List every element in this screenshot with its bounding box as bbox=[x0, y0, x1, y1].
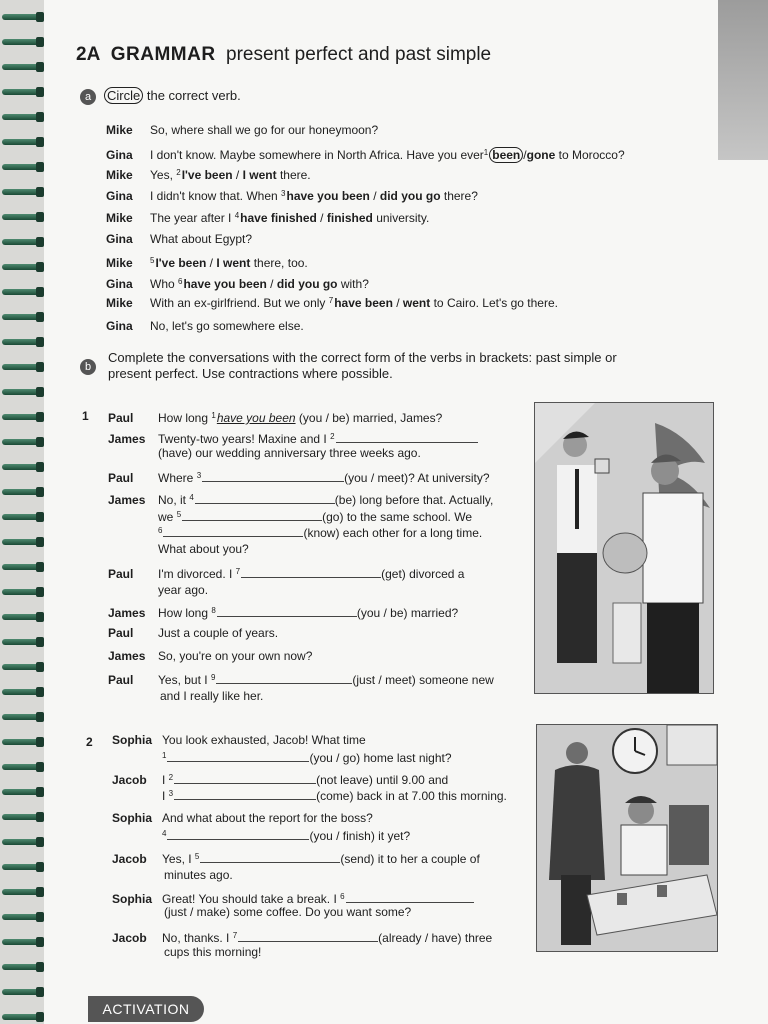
dialogue-line bbox=[106, 253, 308, 271]
spiral-ring bbox=[2, 214, 40, 220]
speaker-name: Jacob bbox=[112, 773, 147, 787]
line-text: (not leave) until 9.00 and bbox=[316, 773, 449, 787]
spiral-ring bbox=[2, 989, 40, 995]
line-text: to Morocco? bbox=[555, 148, 625, 162]
dialogue-line: year ago. bbox=[158, 583, 209, 597]
instruction-line: present perfect. Use contractions where possible. bbox=[108, 366, 393, 381]
line-text: (you / be) married, James? bbox=[295, 411, 443, 425]
line-text: (send) it to her a couple of bbox=[340, 852, 480, 866]
spiral-ring bbox=[2, 1014, 40, 1020]
item-number: 2 bbox=[330, 432, 335, 441]
verb-option[interactable]: have been bbox=[334, 296, 393, 310]
dialogue-line bbox=[112, 810, 373, 826]
line-text: (you / go) home last night? bbox=[309, 751, 452, 765]
item-number: 1 bbox=[483, 148, 489, 157]
exercise-b-badge: b bbox=[80, 359, 96, 375]
line-text: I don't know. Maybe somewhere in North Africa. Have you ever bbox=[150, 148, 484, 162]
verb-option[interactable]: I've been bbox=[181, 168, 233, 182]
dialogue-line bbox=[112, 849, 480, 867]
spiral-ring bbox=[2, 839, 40, 845]
speaker-name: James bbox=[108, 493, 146, 507]
spiral-ring bbox=[2, 564, 40, 570]
line-text: Where bbox=[158, 471, 197, 485]
spiral-ring bbox=[2, 939, 40, 945]
speaker-name: Mike bbox=[106, 256, 133, 270]
item-number: 5 bbox=[194, 852, 200, 861]
line-text: With an ex-girlfriend. But we only bbox=[150, 296, 329, 310]
speaker-name: Gina bbox=[106, 319, 133, 333]
answer-blank[interactable] bbox=[195, 492, 335, 504]
line-text: to Cairo. Let's go there. bbox=[430, 296, 558, 310]
speaker-name: James bbox=[108, 606, 146, 620]
spiral-ring bbox=[2, 764, 40, 770]
line-text: I bbox=[162, 773, 169, 787]
answer-blank[interactable] bbox=[174, 772, 316, 784]
line-text: Yes, bbox=[150, 168, 177, 182]
spiral-ring bbox=[2, 39, 40, 45]
item-number: 9 bbox=[210, 673, 216, 682]
illustration-drawing bbox=[535, 403, 713, 693]
item-number: 7 bbox=[232, 931, 238, 940]
instruction-text: the correct verb. bbox=[143, 88, 241, 103]
spiral-ring bbox=[2, 14, 40, 20]
speaker-name: Paul bbox=[108, 411, 134, 425]
page-title bbox=[76, 44, 491, 66]
line-text: Great! You should take a break. I bbox=[162, 892, 341, 906]
speaker-name: Sophia bbox=[112, 733, 153, 747]
item-number: 1 bbox=[211, 411, 216, 420]
option-separator: / bbox=[316, 211, 327, 225]
line-text: I didn't know that. When bbox=[150, 189, 282, 203]
spiral-ring bbox=[2, 489, 40, 495]
item-number: 4 bbox=[234, 211, 240, 220]
illustration-office bbox=[536, 724, 718, 952]
dialogue-line: (just / make) some coffee. Do you want some? bbox=[164, 905, 412, 919]
exercise-b-instruction bbox=[108, 350, 617, 382]
speaker-name: Gina bbox=[106, 232, 133, 246]
spiral-ring bbox=[2, 289, 40, 295]
dialogue-line: (have) our wedding anniversary three weeks ago. bbox=[158, 446, 421, 460]
line-text: You look exhausted, Jacob! What time bbox=[162, 733, 366, 747]
speaker-name: Jacob bbox=[112, 852, 147, 866]
speaker-name: Mike bbox=[106, 296, 133, 310]
dialogue-line bbox=[162, 786, 507, 804]
unit-code: 2A bbox=[76, 44, 101, 65]
spiral-binding bbox=[0, 0, 46, 1024]
speaker-name: Mike bbox=[106, 168, 133, 182]
dialogue-line bbox=[106, 186, 478, 204]
verb-option[interactable]: went bbox=[402, 296, 431, 310]
speaker-name: Sophia bbox=[112, 892, 153, 906]
line-text: What about Egypt? bbox=[150, 232, 253, 246]
item-number: 5 bbox=[176, 510, 182, 519]
dialogue-line bbox=[106, 274, 369, 292]
line-text: How long bbox=[158, 606, 212, 620]
line-text: Who bbox=[150, 277, 179, 291]
section-topic: present perfect and past simple bbox=[226, 44, 492, 65]
spiral-ring bbox=[2, 364, 40, 370]
speaker-name: Gina bbox=[106, 148, 133, 162]
option-separator: / bbox=[392, 296, 403, 310]
item-number: 4 bbox=[189, 493, 194, 502]
conversation-number: 1 bbox=[82, 409, 89, 423]
verb-option[interactable]: did you go bbox=[379, 189, 441, 203]
speaker-name: James bbox=[108, 649, 146, 663]
spiral-ring bbox=[2, 314, 40, 320]
line-text: I bbox=[162, 789, 169, 803]
line-text: there. bbox=[276, 168, 311, 182]
line-text: university. bbox=[372, 211, 430, 225]
spiral-ring bbox=[2, 114, 40, 120]
section-name: GRAMMAR bbox=[110, 44, 216, 65]
answer-blank[interactable] bbox=[167, 828, 309, 840]
option-separator: / bbox=[523, 148, 527, 162]
item-number: 6 bbox=[178, 277, 183, 286]
answer-blank[interactable] bbox=[241, 566, 381, 578]
spiral-ring bbox=[2, 539, 40, 545]
verb-option[interactable]: have you been bbox=[183, 277, 267, 291]
item-number: 4 bbox=[162, 829, 167, 838]
item-number: 3 bbox=[281, 189, 286, 198]
activation-footer: ACTIVATION bbox=[88, 996, 204, 1022]
line-text: (already / have) three bbox=[378, 931, 493, 945]
verb-option[interactable]: been bbox=[489, 147, 523, 163]
item-number: 6 bbox=[340, 892, 345, 901]
line-text: No, it bbox=[158, 493, 190, 507]
line-text: The year after I bbox=[150, 211, 235, 225]
dialogue-line bbox=[108, 490, 493, 508]
speaker-name: Gina bbox=[106, 277, 133, 291]
line-text: there? bbox=[440, 189, 478, 203]
spiral-ring bbox=[2, 714, 40, 720]
dialogue-line bbox=[106, 122, 378, 138]
dialogue-line bbox=[106, 145, 625, 163]
spiral-ring bbox=[2, 914, 40, 920]
answer-blank[interactable] bbox=[336, 431, 478, 443]
dialogue-line bbox=[108, 468, 490, 486]
dialogue-line bbox=[108, 670, 494, 688]
page-corner-shadow bbox=[718, 0, 768, 160]
spiral-ring bbox=[2, 189, 40, 195]
line-text: (you / meet)? At university? bbox=[344, 471, 490, 485]
instruction-line: Complete the conversations with the correct form of the verbs in brackets: past simple or bbox=[108, 350, 617, 365]
dialogue-line bbox=[162, 826, 410, 844]
spiral-ring bbox=[2, 64, 40, 70]
dialogue-line: and I really like her. bbox=[160, 689, 264, 703]
spiral-ring bbox=[2, 864, 40, 870]
line-text: (get) divorced a bbox=[381, 567, 465, 581]
speaker-name: Paul bbox=[108, 626, 134, 640]
spiral-ring bbox=[2, 589, 40, 595]
line-text: No, let's go somewhere else. bbox=[150, 319, 304, 333]
line-text: (you / be) married? bbox=[356, 606, 459, 620]
line-text: (just / meet) someone new bbox=[352, 673, 494, 687]
item-number: 3 bbox=[196, 471, 202, 480]
verb-option[interactable]: have you been bbox=[286, 189, 370, 203]
speaker-name: Paul bbox=[108, 471, 134, 485]
spiral-ring bbox=[2, 664, 40, 670]
speaker-name: Paul bbox=[108, 673, 134, 687]
spiral-ring bbox=[2, 814, 40, 820]
item-number: 3 bbox=[168, 789, 174, 798]
line-text: (know) each other for a long time. bbox=[303, 526, 483, 540]
item-number: 2 bbox=[168, 773, 174, 782]
spiral-ring bbox=[2, 964, 40, 970]
line-text: (go) to the same school. We bbox=[322, 510, 472, 524]
line-text: No, thanks. I bbox=[162, 931, 233, 945]
option-separator: / bbox=[232, 168, 243, 182]
speaker-name: James bbox=[108, 432, 146, 446]
dialogue-line: minutes ago. bbox=[164, 868, 233, 882]
verb-option[interactable]: have finished bbox=[240, 211, 317, 225]
spiral-ring bbox=[2, 339, 40, 345]
answer-blank[interactable] bbox=[217, 605, 357, 617]
item-number: 7 bbox=[235, 567, 241, 576]
circle-word: Circle bbox=[104, 87, 143, 104]
spiral-ring bbox=[2, 739, 40, 745]
item-number: 6 bbox=[158, 526, 163, 535]
dialogue-line bbox=[108, 603, 458, 621]
verb-option[interactable]: finished bbox=[326, 211, 373, 225]
spiral-ring bbox=[2, 239, 40, 245]
option-separator: / bbox=[369, 189, 380, 203]
verb-option[interactable]: gone bbox=[526, 148, 556, 162]
item-number: 2 bbox=[176, 168, 181, 177]
spiral-ring bbox=[2, 439, 40, 445]
spiral-ring bbox=[2, 514, 40, 520]
speaker-name: Jacob bbox=[112, 931, 147, 945]
answer-blank[interactable] bbox=[182, 509, 322, 521]
line-text: Yes, I bbox=[162, 852, 195, 866]
line-text: And what about the report for the boss? bbox=[162, 811, 373, 825]
dialogue-line bbox=[106, 231, 252, 247]
option-separator: / bbox=[266, 277, 277, 291]
item-number: 1 bbox=[162, 751, 167, 760]
line-text: there, too. bbox=[250, 256, 308, 270]
line-text: So, where shall we go for our honeymoon? bbox=[150, 123, 379, 137]
answer-blank[interactable] bbox=[346, 891, 474, 903]
example-answer: have you been bbox=[216, 411, 296, 425]
answer-blank[interactable] bbox=[174, 788, 316, 800]
line-text: (be) long before that. Actually, bbox=[334, 493, 494, 507]
line-text: Twenty-two years! Maxine and I bbox=[158, 432, 331, 446]
spiral-ring bbox=[2, 164, 40, 170]
spiral-ring bbox=[2, 614, 40, 620]
illustration-two-men bbox=[534, 402, 714, 694]
line-text: Just a couple of years. bbox=[158, 626, 279, 640]
dialogue-line bbox=[106, 293, 558, 311]
answer-blank[interactable] bbox=[216, 672, 352, 684]
spiral-ring bbox=[2, 789, 40, 795]
dialogue-line bbox=[108, 564, 464, 582]
conversation-number: 2 bbox=[86, 735, 93, 749]
verb-option[interactable]: I went bbox=[242, 168, 277, 182]
dialogue-line bbox=[158, 523, 482, 541]
line-text: (you / finish) it yet? bbox=[309, 829, 411, 843]
dialogue-line bbox=[106, 208, 429, 226]
line-text: (come) back in at 7.00 this morning. bbox=[316, 789, 507, 803]
item-number: 8 bbox=[211, 606, 216, 615]
answer-blank[interactable] bbox=[202, 470, 344, 482]
speaker-name: Mike bbox=[106, 211, 133, 225]
item-number: 7 bbox=[328, 296, 334, 305]
dialogue-line bbox=[162, 748, 452, 766]
spiral-ring bbox=[2, 264, 40, 270]
dialogue-line bbox=[108, 625, 278, 641]
answer-blank[interactable] bbox=[163, 525, 303, 537]
spiral-ring bbox=[2, 139, 40, 145]
line-text: How long bbox=[158, 411, 212, 425]
dialogue-line: What about you? bbox=[158, 542, 249, 556]
verb-option[interactable]: I went bbox=[216, 256, 251, 270]
spiral-ring bbox=[2, 689, 40, 695]
line-text: Yes, but I bbox=[158, 673, 211, 687]
dialogue-line bbox=[112, 732, 366, 748]
spiral-ring bbox=[2, 389, 40, 395]
speaker-name: Mike bbox=[106, 123, 133, 137]
answer-blank[interactable] bbox=[200, 851, 340, 863]
dialogue-line bbox=[108, 648, 312, 664]
speaker-name: Sophia bbox=[112, 811, 153, 825]
verb-option[interactable]: I've been bbox=[155, 256, 207, 270]
option-separator: / bbox=[206, 256, 217, 270]
spiral-ring bbox=[2, 464, 40, 470]
spiral-ring bbox=[2, 414, 40, 420]
dialogue-line bbox=[106, 165, 311, 183]
item-number: 5 bbox=[150, 256, 155, 265]
dialogue-line bbox=[108, 408, 442, 426]
line-text: we bbox=[158, 510, 177, 524]
spiral-ring bbox=[2, 889, 40, 895]
speaker-name: Gina bbox=[106, 189, 133, 203]
dialogue-line bbox=[106, 318, 304, 334]
line-text: So, you're on your own now? bbox=[158, 649, 313, 663]
dialogue-line: cups this morning! bbox=[164, 945, 262, 959]
answer-blank[interactable] bbox=[167, 750, 309, 762]
answer-blank[interactable] bbox=[238, 930, 378, 942]
illustration-drawing bbox=[537, 725, 717, 951]
spiral-ring bbox=[2, 89, 40, 95]
exercise-a-badge: a bbox=[80, 89, 96, 105]
exercise-a-instruction bbox=[104, 88, 241, 103]
spiral-ring bbox=[2, 639, 40, 645]
line-text: with? bbox=[337, 277, 369, 291]
speaker-name: Paul bbox=[108, 567, 134, 581]
verb-option[interactable]: did you go bbox=[276, 277, 338, 291]
line-text: I'm divorced. I bbox=[158, 567, 236, 581]
